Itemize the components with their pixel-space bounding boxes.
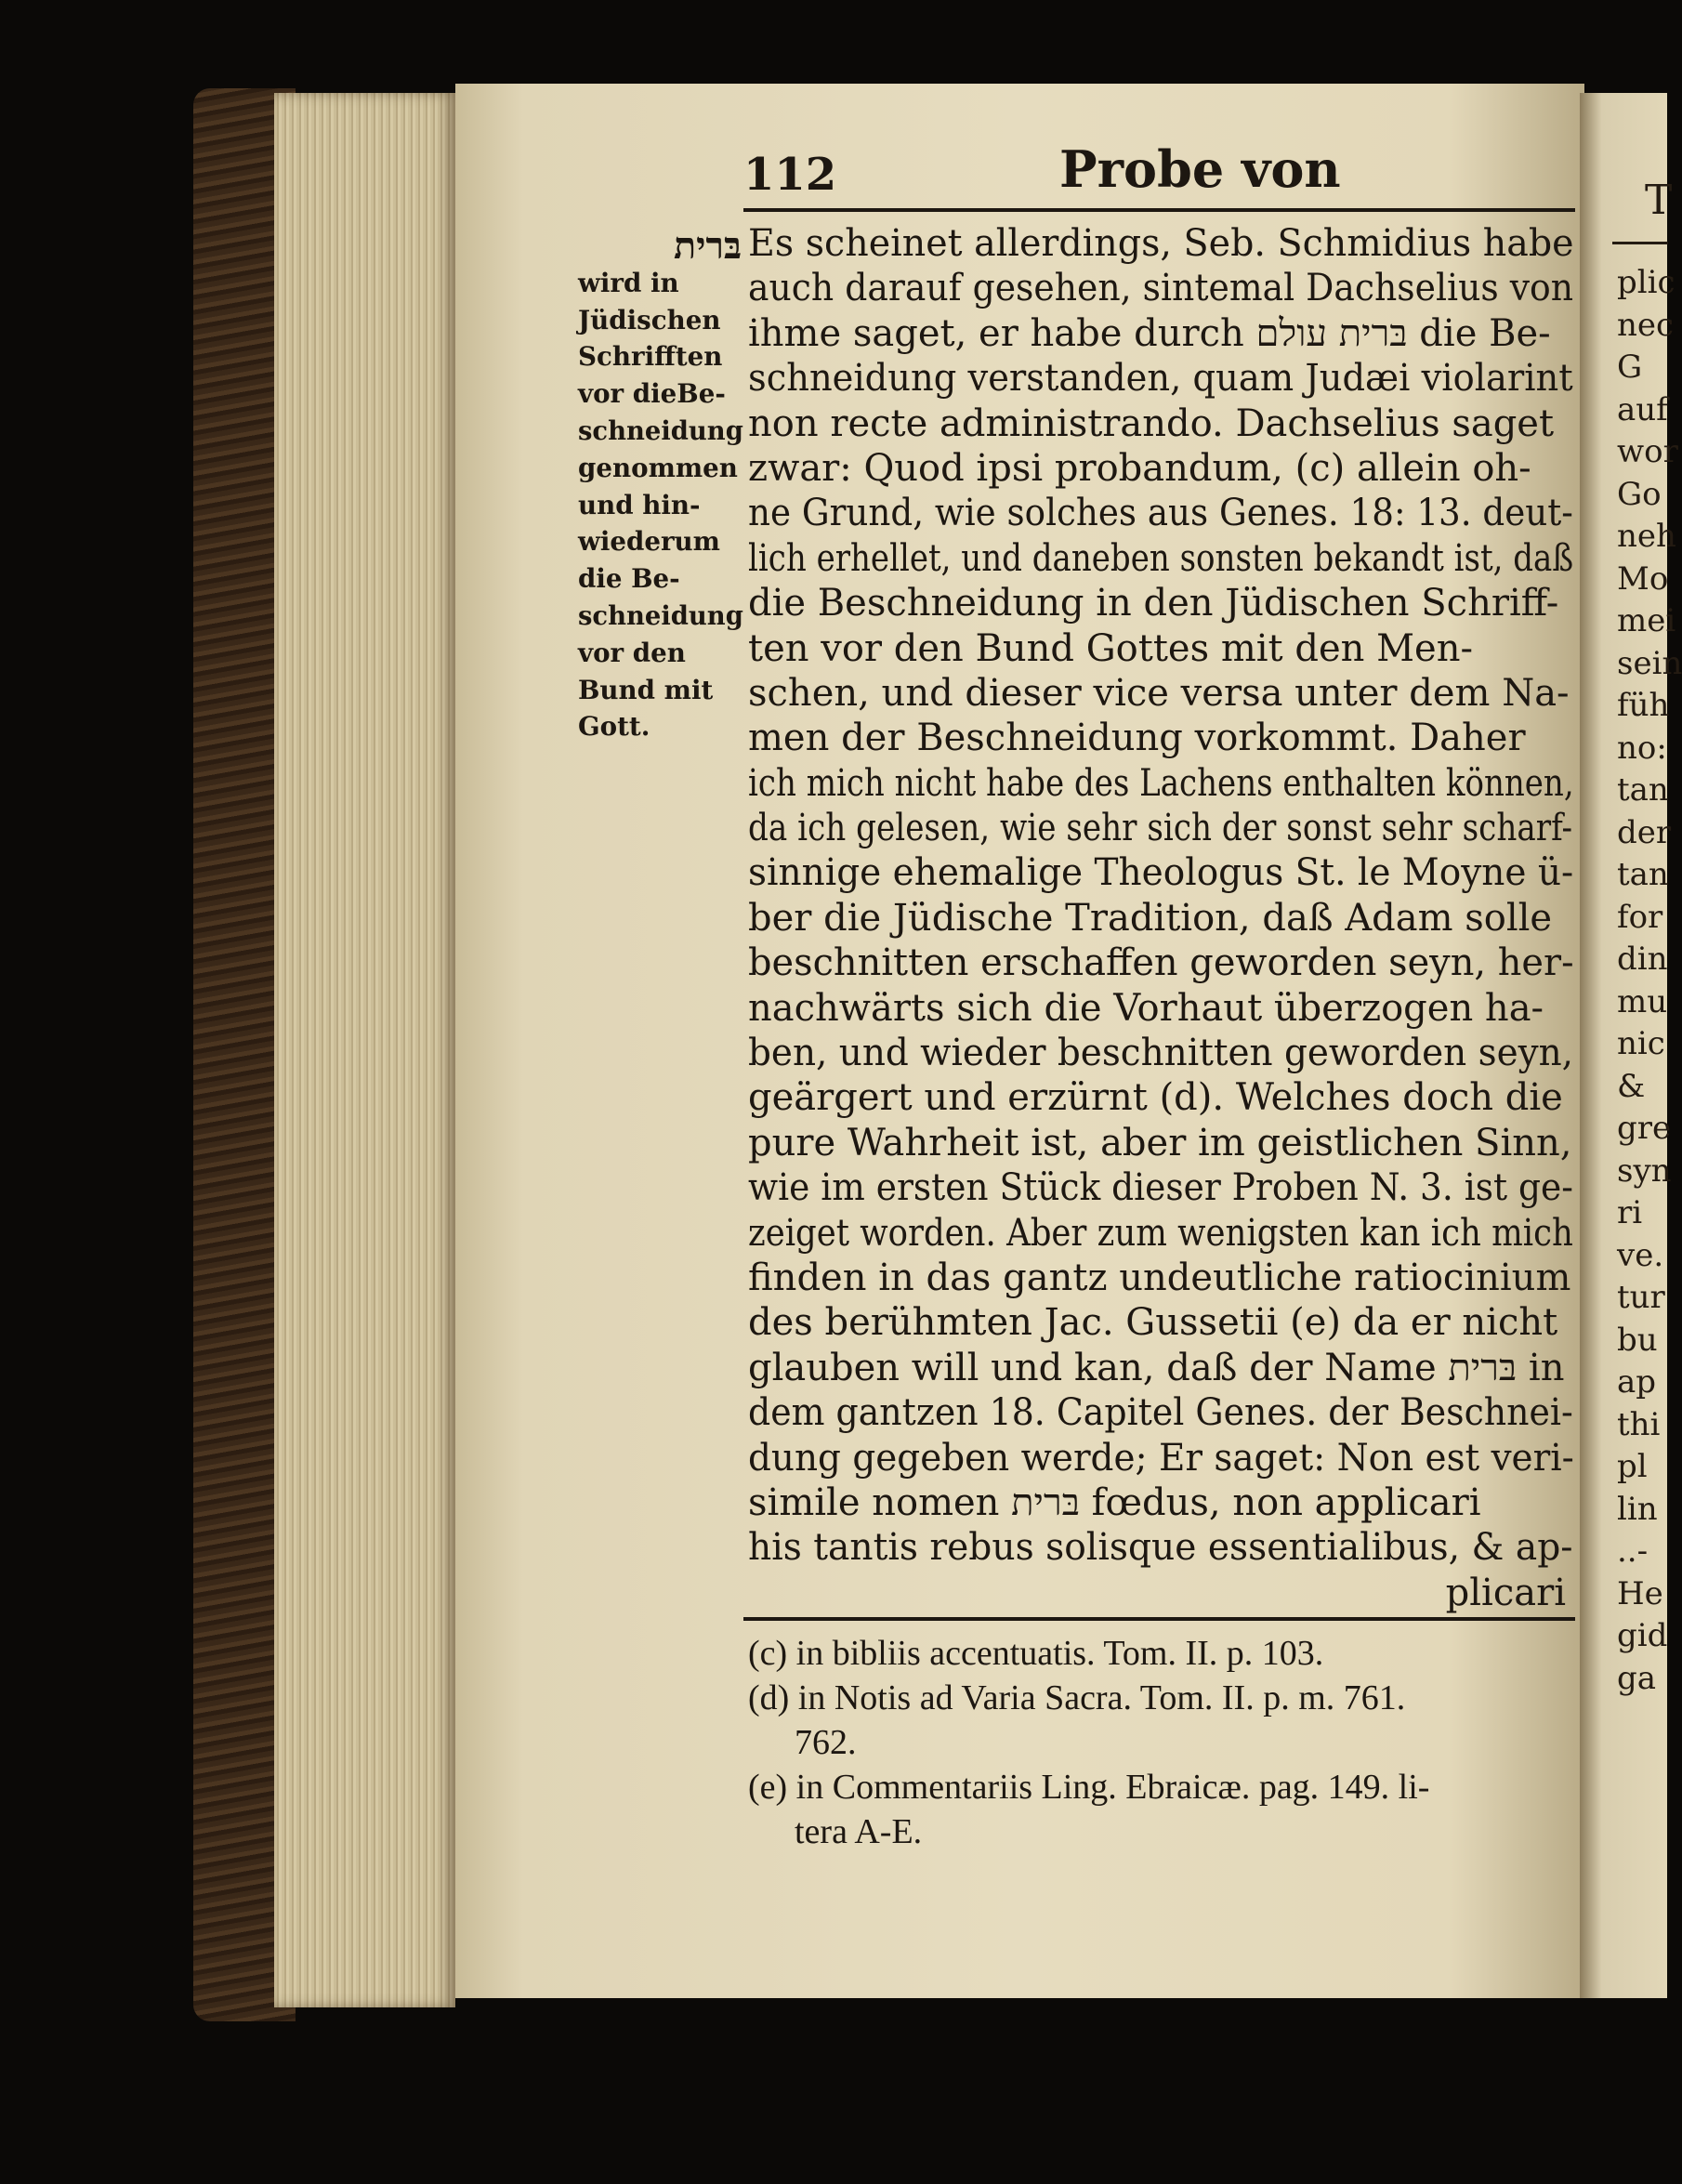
facing-page-line: sein	[1617, 644, 1682, 682]
facing-page-line: auf	[1617, 390, 1668, 428]
body-line: zeiget worden. Aber zum wenigsten kan ich mich	[748, 1211, 1573, 1255]
facing-page-line: ve.	[1617, 1236, 1664, 1274]
margin-note-line: wiederum	[578, 526, 720, 558]
facing-page-line: ap	[1617, 1363, 1657, 1401]
facing-page-line: mei	[1617, 602, 1676, 639]
facing-page-line: ..-	[1617, 1533, 1649, 1570]
facing-page-line: plic	[1617, 264, 1675, 301]
margin-note-line: wird in	[578, 267, 679, 298]
body-line: finden in das gantz undeutliche ratiocinium	[748, 1256, 1571, 1299]
facing-page-line: tan	[1617, 771, 1669, 809]
margin-note-line: Gott.	[578, 711, 650, 743]
body-line: ich mich nicht habe des Lachens enthalten können,	[748, 761, 1574, 805]
facing-page-line: ri	[1617, 1194, 1643, 1231]
body-text	[748, 221, 1575, 1615]
margin-note-line: Bund mit	[578, 674, 714, 705]
facing-page-line: bu	[1617, 1321, 1658, 1359]
facing-page-line: tur	[1617, 1279, 1665, 1316]
body-line: ihme saget, er habe durch בּרית עולם die Be-	[748, 311, 1551, 355]
body-line: dung gegeben werde; Er saget: Non est veri-	[748, 1436, 1574, 1480]
body-line: nachwärts sich die Vorhaut überzogen ha-	[748, 986, 1544, 1030]
margin-note-line: Jüdischen	[578, 304, 721, 335]
footnote-line: (d) in Notis ad Varia Sacra. Tom. II. p. m. 761.	[748, 1678, 1406, 1717]
margin-note	[578, 224, 745, 745]
body-line: geärgert und erzürnt (d). Welches doch die	[748, 1076, 1563, 1120]
body-line: pure Wahrheit ist, aber im geistlichen Sinn,	[748, 1121, 1572, 1164]
footnotes	[748, 1631, 1575, 1854]
body-line: ben, und wieder beschnitten geworden seyn,	[748, 1032, 1574, 1075]
body-line: his tantis rebus solisque essentialibus, & ap-	[748, 1526, 1573, 1570]
page-number: 112	[743, 149, 837, 201]
facing-page-line: gid	[1617, 1617, 1668, 1654]
footnote-line: tera A-E.	[795, 1812, 923, 1851]
margin-note-line: vor den	[578, 637, 686, 668]
facing-page-head: T	[1645, 177, 1673, 224]
facing-page-line: gre	[1617, 1110, 1672, 1147]
facing-page-line: wor	[1617, 433, 1678, 470]
facing-page-line: for	[1617, 898, 1663, 936]
body-line: ten vor den Bund Gottes mit den Men-	[748, 626, 1473, 670]
body-line: des berühmten Jac. Gussetii (e) da er nicht	[748, 1301, 1558, 1345]
facing-page-line: din	[1617, 941, 1668, 978]
body-line: glauben will und kan, daß der Name בּרית in	[748, 1346, 1565, 1389]
facing-page-line: thi	[1617, 1405, 1661, 1443]
header-rule	[743, 208, 1575, 212]
footnote-rule	[743, 1617, 1575, 1621]
facing-page-line: nec	[1617, 306, 1675, 344]
footnote-line: (e) in Commentariis Ling. Ebraicæ. pag. 149. li-	[748, 1768, 1430, 1807]
margin-note-line: schneidung	[578, 599, 743, 631]
facing-page-line: der	[1617, 813, 1672, 851]
margin-note-line: בּרית	[674, 224, 742, 268]
body-line: men der Beschneidung vorkommt. Daher	[748, 717, 1526, 760]
body-line: Es scheinet allerdings, Seb. Schmidius habe	[748, 222, 1574, 265]
body-line: lich erhellet, und daneben sonsten bekandt ist, daß	[748, 536, 1574, 580]
facing-page-line: Mo	[1617, 559, 1669, 598]
body-line: zwar: Quod ipsi probandum, (c) allein oh-	[748, 446, 1531, 490]
margin-note-line: die Be-	[578, 563, 680, 595]
facing-page-line: füh	[1617, 687, 1670, 724]
facing-page-line: He	[1617, 1574, 1663, 1612]
body-line: beschnitten erschaffen geworden seyn, her-	[748, 941, 1574, 985]
facing-page-line: mu	[1617, 982, 1668, 1020]
facing-page-line: Go	[1617, 475, 1662, 513]
body-line: dem gantzen 18. Capitel Genes. der Beschnei-	[748, 1391, 1573, 1435]
body-line: non recte administrando. Dachselius saget	[748, 401, 1555, 445]
margin-note-line: schneidung	[578, 414, 743, 446]
running-head: Probe von	[1059, 139, 1341, 199]
footnote-line: 762.	[795, 1723, 857, 1762]
margin-note-line: und hin-	[578, 489, 701, 520]
margin-note-line: genommen	[578, 452, 738, 483]
facing-page-line: tan	[1617, 856, 1669, 893]
footnote-line: (c) in bibliis accentuatis. Tom. II. p. 103.	[748, 1634, 1324, 1673]
body-line: die Beschneidung in den Jüdischen Schriff-	[748, 582, 1559, 625]
body-line: sinnige ehemalige Theologus St. le Moyne ü-	[748, 851, 1574, 895]
body-line: simile nomen בּרית fœdus, non applicari	[748, 1480, 1481, 1524]
margin-note-line: vor dieBe-	[578, 378, 726, 410]
body-line: da ich gelesen, wie sehr sich der sonst sehr scharf-	[748, 807, 1573, 850]
facing-page-line: lin	[1617, 1490, 1658, 1528]
body-line: ber die Jüdische Tradition, daß Adam solle	[748, 896, 1553, 940]
body-line: schen, und dieser vice versa unter dem Na-	[748, 671, 1570, 715]
facing-page-line: neh	[1617, 518, 1676, 555]
body-line: auch darauf gesehen, sintemal Dachselius von	[748, 267, 1574, 310]
margin-note-line: Schrifften	[578, 341, 723, 373]
body-line: wie im ersten Stück dieser Proben N. 3. ist ge-	[748, 1166, 1573, 1210]
facing-page-text	[1617, 262, 1682, 1700]
facing-page-line: ga	[1617, 1659, 1657, 1697]
facing-page-line: nic	[1617, 1025, 1665, 1062]
facing-page-line: &	[1617, 1067, 1646, 1105]
facing-page-line: no:	[1617, 729, 1667, 767]
catchword: plicari	[1445, 1571, 1566, 1614]
facing-page-rule	[1612, 242, 1668, 244]
page-edges	[274, 93, 455, 2007]
bottom-margin	[0, 2045, 1667, 2184]
body-line: ne Grund, wie solches aus Genes. 18: 13. deut-	[748, 492, 1573, 535]
facing-page-line: pl	[1617, 1448, 1648, 1485]
facing-page-line: syn	[1617, 1151, 1672, 1190]
facing-page-line: G	[1617, 349, 1643, 386]
body-line: schneidung verstanden, quam Judæi violarint	[748, 357, 1573, 401]
